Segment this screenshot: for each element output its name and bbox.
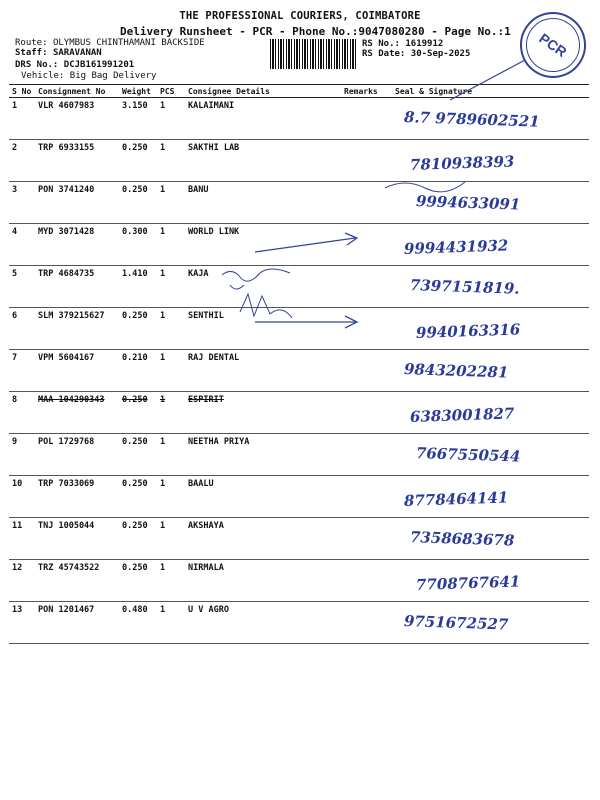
- stamp-text: PCR: [536, 29, 570, 61]
- row-consignment: MAA 104290343: [35, 392, 119, 434]
- table-row: [9, 602, 589, 644]
- row-weight: 0.250: [119, 140, 157, 182]
- row-signature: [392, 182, 589, 224]
- rs-date-value: 30-Sep-2025: [410, 49, 471, 59]
- row-consignee: KAJA: [185, 266, 341, 308]
- row-signature: [392, 140, 589, 182]
- table-row: [9, 476, 589, 518]
- row-signature: [392, 602, 589, 644]
- row-consignee: SAKTHI LAB: [185, 140, 341, 182]
- row-signature: [392, 518, 589, 560]
- row-consignment: VPM 5604167: [35, 350, 119, 392]
- handwritten-phone: 7708767641: [415, 572, 521, 594]
- row-pcs: 1: [157, 518, 185, 560]
- row-remarks: [341, 224, 392, 266]
- row-consignment: TRZ 45743522: [35, 560, 119, 602]
- row-consignment: PON 1201467: [35, 602, 119, 644]
- handwritten-phone: 8.7 9789602521: [403, 108, 540, 131]
- row-consignee: AKSHAYA: [185, 518, 341, 560]
- row-remarks: [341, 182, 392, 224]
- row-weight: 3.150: [119, 98, 157, 140]
- handwritten-phone: 9940163316: [415, 320, 521, 342]
- row-weight: 1.410: [119, 266, 157, 308]
- row-remarks: [341, 98, 392, 140]
- header-subtitle: Delivery Runsheet - PCR - Phone No.:9047080280 - Page No.:1: [120, 25, 511, 38]
- row-consignment: TNJ 1005044: [35, 518, 119, 560]
- row-consignment: POL 1729768: [35, 434, 119, 476]
- table-row: [9, 182, 589, 224]
- drs-line: [15, 60, 134, 70]
- row-signature: [392, 392, 589, 434]
- col-sno: S No: [9, 85, 35, 98]
- vehicle-line: [21, 71, 156, 81]
- drs-label: DRS No.:: [15, 60, 59, 70]
- row-weight: 0.250: [119, 476, 157, 518]
- row-consignment: MYD 3071428: [35, 224, 119, 266]
- row-consignee: NIRMALA: [185, 560, 341, 602]
- table-row: [9, 308, 589, 350]
- handwritten-phone: 7358683678: [409, 528, 515, 550]
- rs-no-label: RS No.:: [362, 39, 400, 49]
- col-remarks: Remarks: [341, 85, 392, 98]
- row-remarks: [341, 392, 392, 434]
- row-sno: 1: [9, 98, 35, 140]
- rs-date-line: [362, 49, 470, 59]
- row-consignee: NEETHA PRIYA: [185, 434, 341, 476]
- row-weight: 0.250: [119, 434, 157, 476]
- row-consignment: TRP 6933155: [35, 140, 119, 182]
- row-sno: 13: [9, 602, 35, 644]
- row-signature: [392, 476, 589, 518]
- row-weight: 0.210: [119, 350, 157, 392]
- row-remarks: [341, 518, 392, 560]
- col-consignment: Consignment No: [35, 85, 119, 98]
- row-signature: [392, 266, 589, 308]
- row-sno: 8: [9, 392, 35, 434]
- row-weight: 0.250: [119, 182, 157, 224]
- col-weight: Weight: [119, 85, 157, 98]
- barcode: [270, 39, 358, 69]
- route-label: Route:: [15, 38, 48, 48]
- row-consignment: PON 3741240: [35, 182, 119, 224]
- row-signature: [392, 350, 589, 392]
- table-body: [9, 98, 589, 644]
- row-remarks: [341, 140, 392, 182]
- table-header-row: [9, 85, 589, 98]
- row-weight: 0.250: [119, 518, 157, 560]
- row-sno: 11: [9, 518, 35, 560]
- handwritten-phone: 6383001827: [409, 404, 515, 426]
- row-sno: 10: [9, 476, 35, 518]
- col-pcs: PCS: [157, 85, 185, 98]
- row-signature: [392, 560, 589, 602]
- table-row: [9, 266, 589, 308]
- row-consignee: U V AGRO: [185, 602, 341, 644]
- row-sno: 4: [9, 224, 35, 266]
- route-line: [15, 38, 205, 48]
- rs-no-line: [362, 39, 443, 49]
- handwritten-phone: 9843202281: [403, 360, 509, 382]
- table-row: [9, 518, 589, 560]
- row-weight: 0.250: [119, 392, 157, 434]
- row-sno: 2: [9, 140, 35, 182]
- row-consignment: TRP 7033069: [35, 476, 119, 518]
- row-remarks: [341, 266, 392, 308]
- row-remarks: [341, 308, 392, 350]
- handwritten-phone: 7810938393: [409, 152, 515, 174]
- row-sno: 12: [9, 560, 35, 602]
- runsheet-table: [9, 84, 589, 644]
- row-consignee: SENTHIL: [185, 308, 341, 350]
- row-consignment: VLR 4607983: [35, 98, 119, 140]
- row-weight: 0.250: [119, 308, 157, 350]
- row-pcs: 1: [157, 434, 185, 476]
- row-pcs: 1: [157, 350, 185, 392]
- row-consignment: SLM 379215627: [35, 308, 119, 350]
- table-row: [9, 434, 589, 476]
- row-pcs: 1: [157, 140, 185, 182]
- row-signature: [392, 224, 589, 266]
- row-pcs: 1: [157, 308, 185, 350]
- row-pcs: 1: [157, 266, 185, 308]
- header-title: THE PROFESSIONAL COURIERS, COIMBATORE: [179, 10, 421, 22]
- staff-label: Staff:: [15, 48, 48, 58]
- row-signature: [392, 308, 589, 350]
- handwritten-phone: 8778464141: [403, 488, 509, 510]
- staff-value: SARAVANAN: [52, 48, 102, 58]
- row-sno: 7: [9, 350, 35, 392]
- handwritten-phone: 9751672527: [403, 612, 509, 634]
- handwritten-phone: 7397151819.: [409, 276, 520, 298]
- vehicle-label: Vehicle:: [21, 71, 65, 81]
- table-row: [9, 560, 589, 602]
- row-signature: [392, 98, 589, 140]
- row-pcs: 1: [157, 98, 185, 140]
- handwritten-phone: 7667550544: [415, 444, 521, 466]
- drs-value: DCJB161991201: [63, 60, 135, 70]
- row-sno: 5: [9, 266, 35, 308]
- row-signature: [392, 434, 589, 476]
- col-signature: Seal & Signature: [392, 85, 589, 98]
- row-consignee: KALAIMANI: [185, 98, 341, 140]
- table-row: [9, 350, 589, 392]
- row-pcs: 1: [157, 182, 185, 224]
- row-consignment: TRP 4684735: [35, 266, 119, 308]
- staff-line: [15, 48, 102, 58]
- row-consignee: WORLD LINK: [185, 224, 341, 266]
- vehicle-value: Big Bag Delivery: [69, 71, 157, 81]
- row-remarks: [341, 476, 392, 518]
- row-consignee: ESPIRIT: [185, 392, 341, 434]
- row-remarks: [341, 434, 392, 476]
- row-weight: 0.480: [119, 602, 157, 644]
- row-pcs: 1: [157, 476, 185, 518]
- row-sno: 6: [9, 308, 35, 350]
- row-weight: 0.300: [119, 224, 157, 266]
- row-pcs: 1: [157, 392, 185, 434]
- row-remarks: [341, 350, 392, 392]
- row-pcs: 1: [157, 602, 185, 644]
- row-pcs: 1: [157, 224, 185, 266]
- row-pcs: 1: [157, 560, 185, 602]
- table-row: [9, 392, 589, 434]
- table-row: [9, 98, 589, 140]
- rs-no-value: 1619912: [405, 39, 444, 49]
- row-sno: 9: [9, 434, 35, 476]
- row-consignee: BANU: [185, 182, 341, 224]
- row-remarks: [341, 602, 392, 644]
- row-consignee: BAALU: [185, 476, 341, 518]
- row-weight: 0.250: [119, 560, 157, 602]
- rs-date-label: RS Date:: [362, 49, 406, 59]
- table-row: [9, 224, 589, 266]
- table-row: [9, 140, 589, 182]
- route-value: OLYMBUS CHINTHAMANI BACKSIDE: [52, 38, 205, 48]
- handwritten-phone: 9994431932: [403, 236, 509, 258]
- row-remarks: [341, 560, 392, 602]
- row-consignee: RAJ DENTAL: [185, 350, 341, 392]
- col-consignee: Consignee Details: [185, 85, 341, 98]
- handwritten-phone: 9994633091: [415, 192, 521, 214]
- row-sno: 3: [9, 182, 35, 224]
